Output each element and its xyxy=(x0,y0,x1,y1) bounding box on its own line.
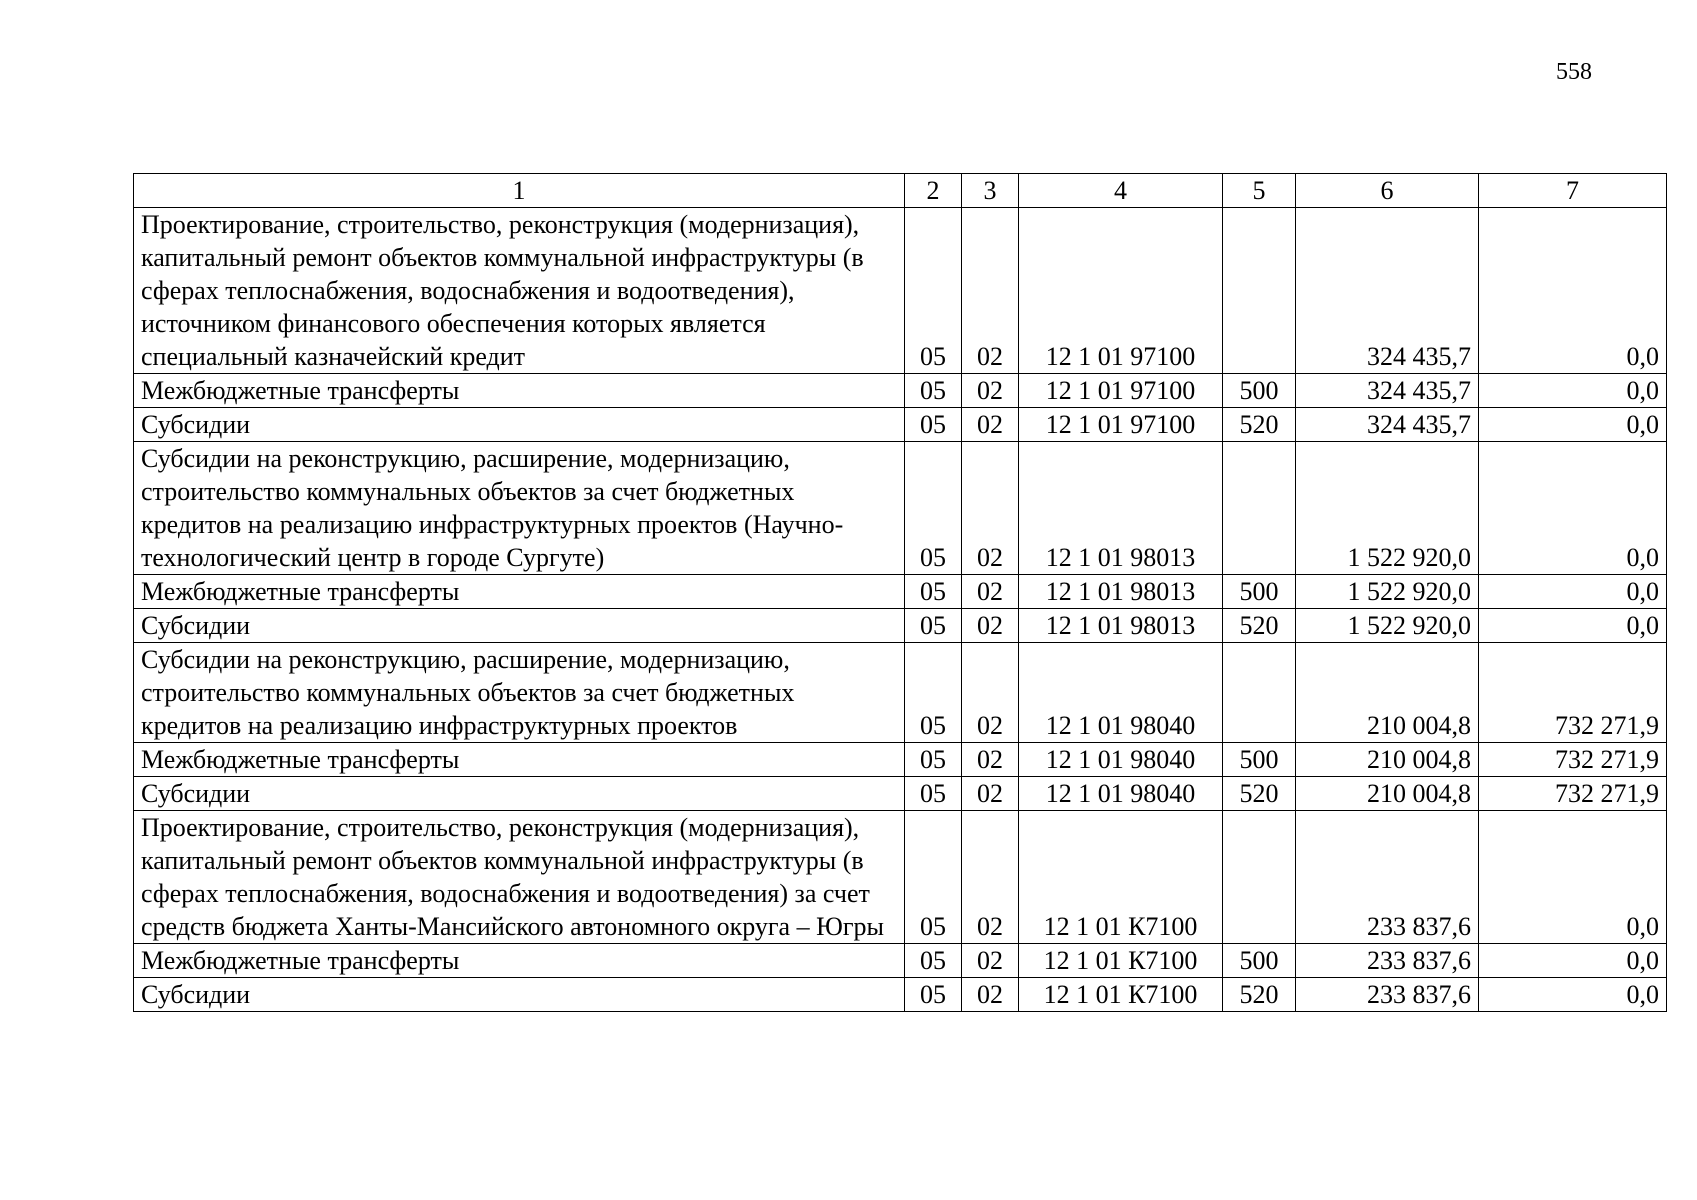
row-description: Межбюджетные трансферты xyxy=(134,944,905,978)
row-expense-type: 520 xyxy=(1223,609,1296,643)
row-subsection: 02 xyxy=(962,374,1019,408)
row-amount-6: 210 004,8 xyxy=(1296,777,1479,811)
row-target-code: 12 1 01 98040 xyxy=(1019,743,1223,777)
header-col-3: 3 xyxy=(962,174,1019,208)
row-amount-7: 0,0 xyxy=(1479,811,1667,944)
row-section: 05 xyxy=(905,811,962,944)
row-expense-type: 520 xyxy=(1223,408,1296,442)
header-col-4: 4 xyxy=(1019,174,1223,208)
table-row xyxy=(134,408,1667,442)
table-body xyxy=(134,208,1667,1012)
row-amount-7: 0,0 xyxy=(1479,442,1667,575)
row-subsection: 02 xyxy=(962,811,1019,944)
row-section: 05 xyxy=(905,643,962,743)
row-description: Субсидии на реконструкцию, расширение, модернизацию, строительство коммунальных объектов за счет бюджетных кредитов на реализацию инфраструктурных проектов xyxy=(134,643,905,743)
table-row xyxy=(134,208,1667,374)
table-row xyxy=(134,575,1667,609)
row-subsection: 02 xyxy=(962,743,1019,777)
row-section: 05 xyxy=(905,777,962,811)
row-description: Субсидии xyxy=(134,408,905,442)
row-amount-6: 1 522 920,0 xyxy=(1296,575,1479,609)
table-row xyxy=(134,743,1667,777)
header-col-7: 7 xyxy=(1479,174,1667,208)
row-amount-7: 0,0 xyxy=(1479,408,1667,442)
table-row xyxy=(134,944,1667,978)
row-description: Субсидии на реконструкцию, расширение, модернизацию, строительство коммунальных объектов за счет бюджетных кредитов на реализацию инфраструктурных проектов (Научно-технологический центр в городе Сургуте) xyxy=(134,442,905,575)
row-amount-7: 0,0 xyxy=(1479,575,1667,609)
row-amount-6: 233 837,6 xyxy=(1296,811,1479,944)
header-col-6: 6 xyxy=(1296,174,1479,208)
row-section: 05 xyxy=(905,374,962,408)
row-amount-7: 0,0 xyxy=(1479,208,1667,374)
row-amount-6: 324 435,7 xyxy=(1296,208,1479,374)
row-section: 05 xyxy=(905,208,962,374)
row-amount-6: 233 837,6 xyxy=(1296,978,1479,1012)
table-row xyxy=(134,609,1667,643)
row-section: 05 xyxy=(905,609,962,643)
row-description: Субсидии xyxy=(134,777,905,811)
page-number: 558 xyxy=(1556,59,1592,85)
row-section: 05 xyxy=(905,944,962,978)
row-amount-7: 732 271,9 xyxy=(1479,777,1667,811)
row-amount-7: 732 271,9 xyxy=(1479,643,1667,743)
header-col-5: 5 xyxy=(1223,174,1296,208)
row-expense-type xyxy=(1223,643,1296,743)
table-row xyxy=(134,442,1667,575)
row-target-code: 12 1 01 98040 xyxy=(1019,643,1223,743)
row-target-code: 12 1 01 98013 xyxy=(1019,575,1223,609)
row-subsection: 02 xyxy=(962,978,1019,1012)
row-expense-type xyxy=(1223,442,1296,575)
row-target-code: 12 1 01 98040 xyxy=(1019,777,1223,811)
row-description: Субсидии xyxy=(134,978,905,1012)
header-row xyxy=(134,174,1667,208)
row-amount-7: 732 271,9 xyxy=(1479,743,1667,777)
table-row xyxy=(134,777,1667,811)
row-amount-6: 324 435,7 xyxy=(1296,408,1479,442)
row-target-code: 12 1 01 97100 xyxy=(1019,374,1223,408)
table-row xyxy=(134,811,1667,944)
row-amount-7: 0,0 xyxy=(1479,609,1667,643)
header-col-1: 1 xyxy=(134,174,905,208)
row-amount-6: 1 522 920,0 xyxy=(1296,442,1479,575)
row-expense-type: 520 xyxy=(1223,978,1296,1012)
row-description: Проектирование, строительство, реконструкция (модернизация), капитальный ремонт объектов коммунальной инфраструктуры (в сферах теплоснабжения, водоснабжения и водоотведения) за счет средств бюджета Ханты-Мансийского автономного округа – Югры xyxy=(134,811,905,944)
row-description: Субсидии xyxy=(134,609,905,643)
row-section: 05 xyxy=(905,575,962,609)
row-subsection: 02 xyxy=(962,944,1019,978)
row-expense-type xyxy=(1223,811,1296,944)
table-row xyxy=(134,374,1667,408)
row-amount-7: 0,0 xyxy=(1479,944,1667,978)
row-target-code: 12 1 01 К7100 xyxy=(1019,978,1223,1012)
budget-table xyxy=(133,173,1667,1012)
header-col-2: 2 xyxy=(905,174,962,208)
row-section: 05 xyxy=(905,978,962,1012)
row-expense-type: 500 xyxy=(1223,944,1296,978)
row-description: Межбюджетные трансферты xyxy=(134,374,905,408)
row-target-code: 12 1 01 К7100 xyxy=(1019,944,1223,978)
row-description: Межбюджетные трансферты xyxy=(134,575,905,609)
row-subsection: 02 xyxy=(962,442,1019,575)
row-expense-type: 500 xyxy=(1223,374,1296,408)
row-target-code: 12 1 01 97100 xyxy=(1019,208,1223,374)
row-description: Проектирование, строительство, реконструкция (модернизация), капитальный ремонт объектов коммунальной инфраструктуры (в сферах теплоснабжения, водоснабжения и водоотведения), источником финансового обеспечения которых является специальный казначейский кредит xyxy=(134,208,905,374)
row-target-code: 12 1 01 98013 xyxy=(1019,442,1223,575)
row-subsection: 02 xyxy=(962,643,1019,743)
row-subsection: 02 xyxy=(962,777,1019,811)
row-subsection: 02 xyxy=(962,575,1019,609)
row-expense-type xyxy=(1223,208,1296,374)
table-row xyxy=(134,643,1667,743)
row-section: 05 xyxy=(905,743,962,777)
row-amount-7: 0,0 xyxy=(1479,978,1667,1012)
row-amount-6: 1 522 920,0 xyxy=(1296,609,1479,643)
row-amount-7: 0,0 xyxy=(1479,374,1667,408)
row-subsection: 02 xyxy=(962,609,1019,643)
row-amount-6: 324 435,7 xyxy=(1296,374,1479,408)
row-target-code: 12 1 01 98013 xyxy=(1019,609,1223,643)
row-subsection: 02 xyxy=(962,408,1019,442)
table-row xyxy=(134,978,1667,1012)
row-subsection: 02 xyxy=(962,208,1019,374)
row-target-code: 12 1 01 К7100 xyxy=(1019,811,1223,944)
row-amount-6: 210 004,8 xyxy=(1296,743,1479,777)
row-expense-type: 500 xyxy=(1223,743,1296,777)
row-amount-6: 233 837,6 xyxy=(1296,944,1479,978)
row-expense-type: 500 xyxy=(1223,575,1296,609)
row-description: Межбюджетные трансферты xyxy=(134,743,905,777)
row-target-code: 12 1 01 97100 xyxy=(1019,408,1223,442)
row-expense-type: 520 xyxy=(1223,777,1296,811)
row-section: 05 xyxy=(905,442,962,575)
row-amount-6: 210 004,8 xyxy=(1296,643,1479,743)
row-section: 05 xyxy=(905,408,962,442)
